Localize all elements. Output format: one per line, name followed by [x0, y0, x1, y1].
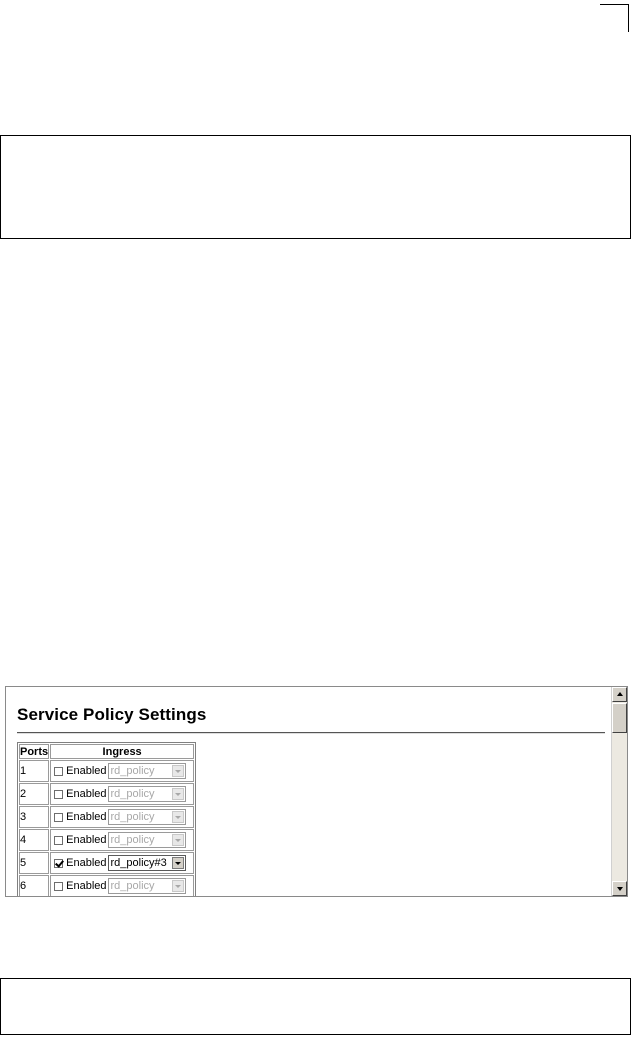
service-policy-table — [17, 742, 196, 896]
policy-map-select[interactable] — [108, 832, 186, 848]
policy-map-select[interactable] — [108, 878, 186, 894]
ingress-cell — [50, 829, 194, 851]
policy-map-value: rd_policy — [110, 765, 155, 777]
enabled-checkbox[interactable] — [54, 767, 63, 776]
policy-map-value: rd_policy — [110, 880, 155, 892]
policy-map-select[interactable] — [108, 809, 186, 825]
port-number-cell: 6 — [19, 875, 49, 896]
ingress-cell — [50, 852, 194, 874]
port-number-cell: 4 — [19, 829, 49, 851]
table-row — [19, 852, 194, 874]
enabled-checkbox[interactable] — [54, 882, 63, 891]
table-row — [19, 875, 194, 896]
policy-map-select[interactable] — [108, 855, 186, 871]
port-number-cell: 2 — [19, 783, 49, 805]
enabled-label: Enabled — [66, 765, 107, 777]
enabled-label: Enabled — [66, 834, 107, 846]
ingress-cell — [50, 875, 194, 896]
enabled-checkbox[interactable] — [54, 813, 63, 822]
scroll-up-button[interactable] — [612, 687, 627, 702]
table-row — [19, 760, 194, 782]
table-row — [19, 829, 194, 851]
enabled-checkbox[interactable] — [54, 790, 63, 799]
enabled-label: Enabled — [66, 880, 107, 892]
table-row — [19, 806, 194, 828]
port-number-cell: 1 — [19, 760, 49, 782]
empty-frame-top — [0, 135, 631, 239]
scroll-down-button[interactable] — [612, 881, 627, 896]
enabled-label: Enabled — [66, 811, 107, 823]
corner-mark-vertical — [628, 4, 629, 32]
chevron-down-icon[interactable] — [172, 880, 184, 892]
table-row — [19, 783, 194, 805]
title-divider-shadow — [17, 733, 605, 734]
enabled-label: Enabled — [66, 857, 107, 869]
policy-map-select[interactable] — [108, 786, 186, 802]
ingress-cell — [50, 806, 194, 828]
policy-map-value: rd_policy#3 — [110, 857, 167, 869]
chevron-down-icon[interactable] — [172, 857, 184, 869]
enabled-label: Enabled — [66, 788, 107, 800]
vertical-scrollbar[interactable] — [611, 687, 627, 896]
scrollbar-thumb[interactable] — [612, 703, 627, 733]
policy-map-value: rd_policy — [110, 788, 155, 800]
scroll-up-arrow-icon — [617, 692, 623, 696]
corner-mark-horizontal — [600, 4, 629, 5]
port-number-cell: 5 — [19, 852, 49, 874]
chevron-down-icon[interactable] — [172, 788, 184, 800]
page-corner-mark — [600, 0, 630, 32]
ingress-column-header: Ingress — [50, 744, 194, 759]
port-number-cell: 3 — [19, 806, 49, 828]
window-content — [6, 687, 611, 896]
policy-map-value: rd_policy — [110, 811, 155, 823]
scroll-down-arrow-icon — [617, 887, 623, 891]
ingress-cell — [50, 760, 194, 782]
table-header-row — [19, 744, 194, 759]
empty-frame-bottom — [0, 978, 631, 1035]
ports-column-header: Ports — [20, 745, 49, 758]
page-title: Service Policy Settings — [17, 705, 207, 724]
enabled-checkbox[interactable] — [54, 859, 63, 868]
enabled-checkbox[interactable] — [54, 836, 63, 845]
policy-map-select[interactable] — [108, 763, 186, 779]
chevron-down-icon[interactable] — [172, 765, 184, 777]
chevron-down-icon[interactable] — [172, 834, 184, 846]
policy-map-value: rd_policy — [110, 834, 155, 846]
service-policy-window — [5, 686, 628, 897]
chevron-down-icon[interactable] — [172, 811, 184, 823]
ingress-cell — [50, 783, 194, 805]
